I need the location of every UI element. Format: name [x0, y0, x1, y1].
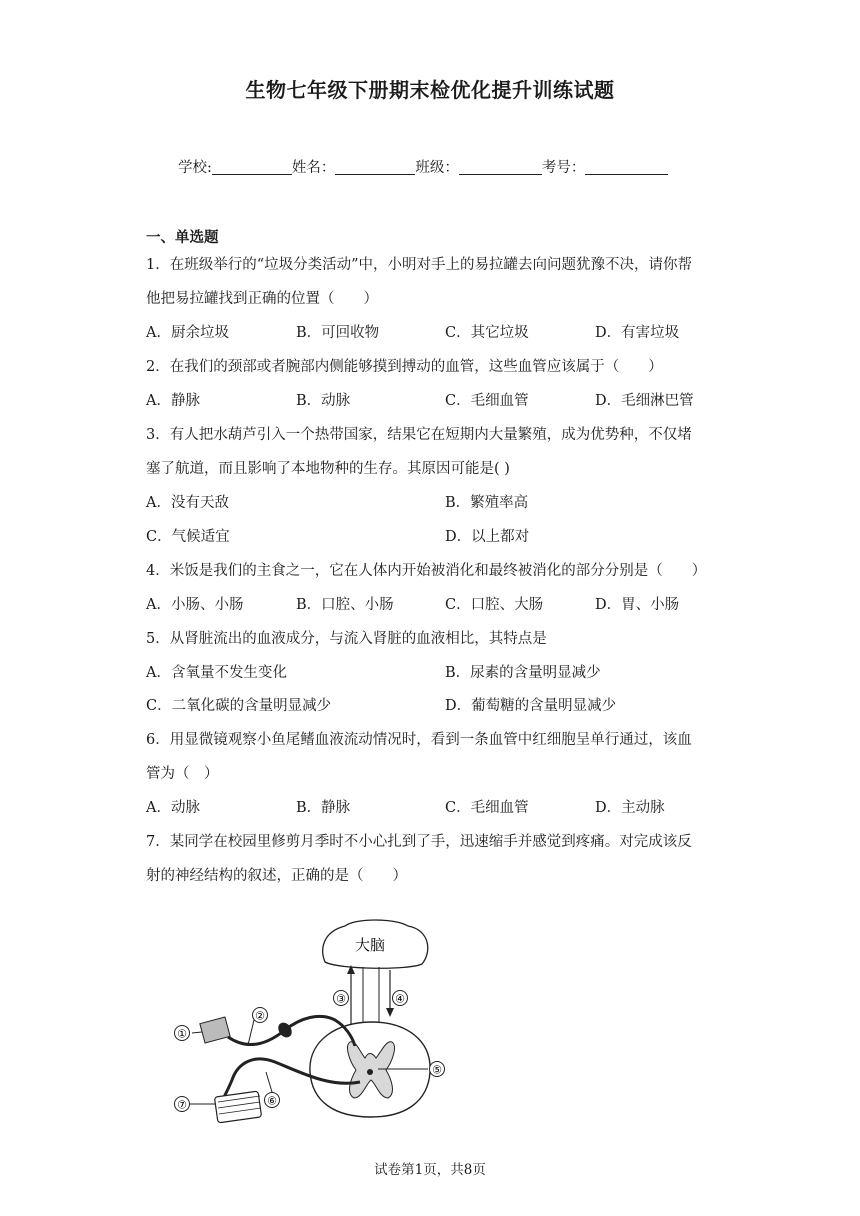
- question-6-option-d[interactable]: D．主动脉: [595, 800, 665, 816]
- question-6-stem-line-2: 管为（ ）: [146, 766, 219, 782]
- effector-muscle: [214, 1091, 261, 1123]
- exam-no-blank[interactable]: [585, 158, 668, 175]
- question-7-stem-line-1: 7．某同学在校园里修剪月季时不小心扎到了手，迅速缩手并感觉到疼痛。对完成该反: [146, 834, 692, 850]
- question-3-option-b[interactable]: B．繁殖率高: [445, 495, 529, 511]
- marker-6: ⑥: [267, 1095, 277, 1108]
- school-blank[interactable]: [212, 158, 292, 175]
- question-4-stem-line-1: 4．米饭是我们的主食之一，它在人体内开始被消化和最终被消化的部分分别是（ ）: [146, 563, 707, 579]
- section-title: 一、单选题: [146, 230, 219, 246]
- question-3-option-a[interactable]: A．没有天敌: [146, 495, 229, 511]
- question-4-option-d[interactable]: D．胃、小肠: [595, 597, 680, 613]
- brain-label: 大脑: [354, 937, 386, 954]
- exam-no-label: 考号：: [541, 160, 586, 176]
- question-4-option-a[interactable]: A．小肠、小肠: [146, 597, 244, 613]
- name-blank[interactable]: [335, 158, 415, 175]
- question-1-stem-line-1: 1．在班级举行的“垃圾分类活动”中，小明对手上的易拉罐去向问题犹豫不决，请你帮: [146, 257, 693, 273]
- marker-4: ④: [395, 993, 405, 1006]
- marker-3: ③: [336, 993, 346, 1006]
- question-2-stem-line-1: 2．在我们的颈部或者腕部内侧能够摸到搏动的血管，这些血管应该属于（ ）: [146, 359, 663, 375]
- question-6-option-b[interactable]: B．静脉: [296, 800, 351, 816]
- receptor-shape: [200, 1017, 230, 1043]
- question-5-option-c[interactable]: C．二氧化碳的含量明显减少: [146, 698, 332, 714]
- question-1-option-d[interactable]: D．有害垃圾: [595, 325, 680, 341]
- question-6-stem-line-1: 6．用显微镜观察小鱼尾鳍血液流动情况时，看到一条血管中红细胞呈单行通过，该血: [146, 732, 692, 748]
- marker-2: ②: [255, 1010, 265, 1023]
- question-5-option-a[interactable]: A．含氧量不发生变化: [146, 665, 287, 681]
- reflex-arc-figure: [160, 912, 460, 1137]
- ganglion: [275, 1020, 294, 1040]
- question-2-option-c[interactable]: C．毛细血管: [445, 393, 529, 409]
- question-7-stem-line-2: 射的神经结构的叙述，正确的是（ ）: [146, 868, 407, 884]
- name-label: 姓名：: [291, 160, 336, 176]
- question-5-option-b[interactable]: B．尿素的含量明显减少: [445, 665, 601, 681]
- marker-1: ①: [177, 1028, 187, 1041]
- question-2-option-a[interactable]: A．静脉: [146, 393, 200, 409]
- class-label: 班级：: [415, 160, 459, 176]
- question-1-option-a[interactable]: A．厨余垃圾: [146, 325, 229, 341]
- question-4-option-b[interactable]: B．口腔、小肠: [296, 597, 394, 613]
- question-4-option-c[interactable]: C．口腔、大肠: [445, 597, 544, 613]
- question-3-stem-line-1: 3．有人把水葫芦引入一个热带国家，结果它在短期内大量繁殖，成为优势种，不仅堵: [146, 427, 692, 443]
- student-info-line: [178, 156, 668, 177]
- question-1-stem-line-2: 他把易拉罐找到正确的位置（ ）: [146, 291, 378, 307]
- marker-5: ⑤: [432, 1064, 442, 1077]
- question-5-option-d[interactable]: D．葡萄糖的含量明显减少: [445, 698, 617, 714]
- question-2-option-d[interactable]: D．毛细淋巴管: [595, 393, 694, 409]
- question-1-option-b[interactable]: B．可回收物: [296, 325, 380, 341]
- question-2-option-b[interactable]: B．动脉: [296, 393, 351, 409]
- question-6-option-c[interactable]: C．毛细血管: [445, 800, 529, 816]
- question-3-option-c[interactable]: C．气候适宜: [146, 529, 230, 545]
- school-label: 学校:: [178, 160, 212, 176]
- question-1-option-c[interactable]: C．其它垃圾: [445, 325, 529, 341]
- class-blank[interactable]: [459, 158, 542, 175]
- question-3-stem-line-2: 塞了航道，而且影响了本地物种的生存。其原因可能是( ): [146, 461, 510, 477]
- descending-arrowhead: [386, 1008, 394, 1017]
- question-5-stem-line-1: 5．从肾脏流出的血液成分，与流入肾脏的血液相比，其特点是: [146, 631, 547, 647]
- central-canal: [367, 1069, 373, 1075]
- question-3-option-d[interactable]: D．以上都对: [445, 529, 530, 545]
- question-6-option-a[interactable]: A．动脉: [146, 800, 200, 816]
- page-title: 生物七年级下册期末检优化提升训练试题: [245, 78, 615, 102]
- page-footer: 试卷第1页，共8页: [374, 1162, 486, 1178]
- marker-7: ⑦: [177, 1099, 187, 1112]
